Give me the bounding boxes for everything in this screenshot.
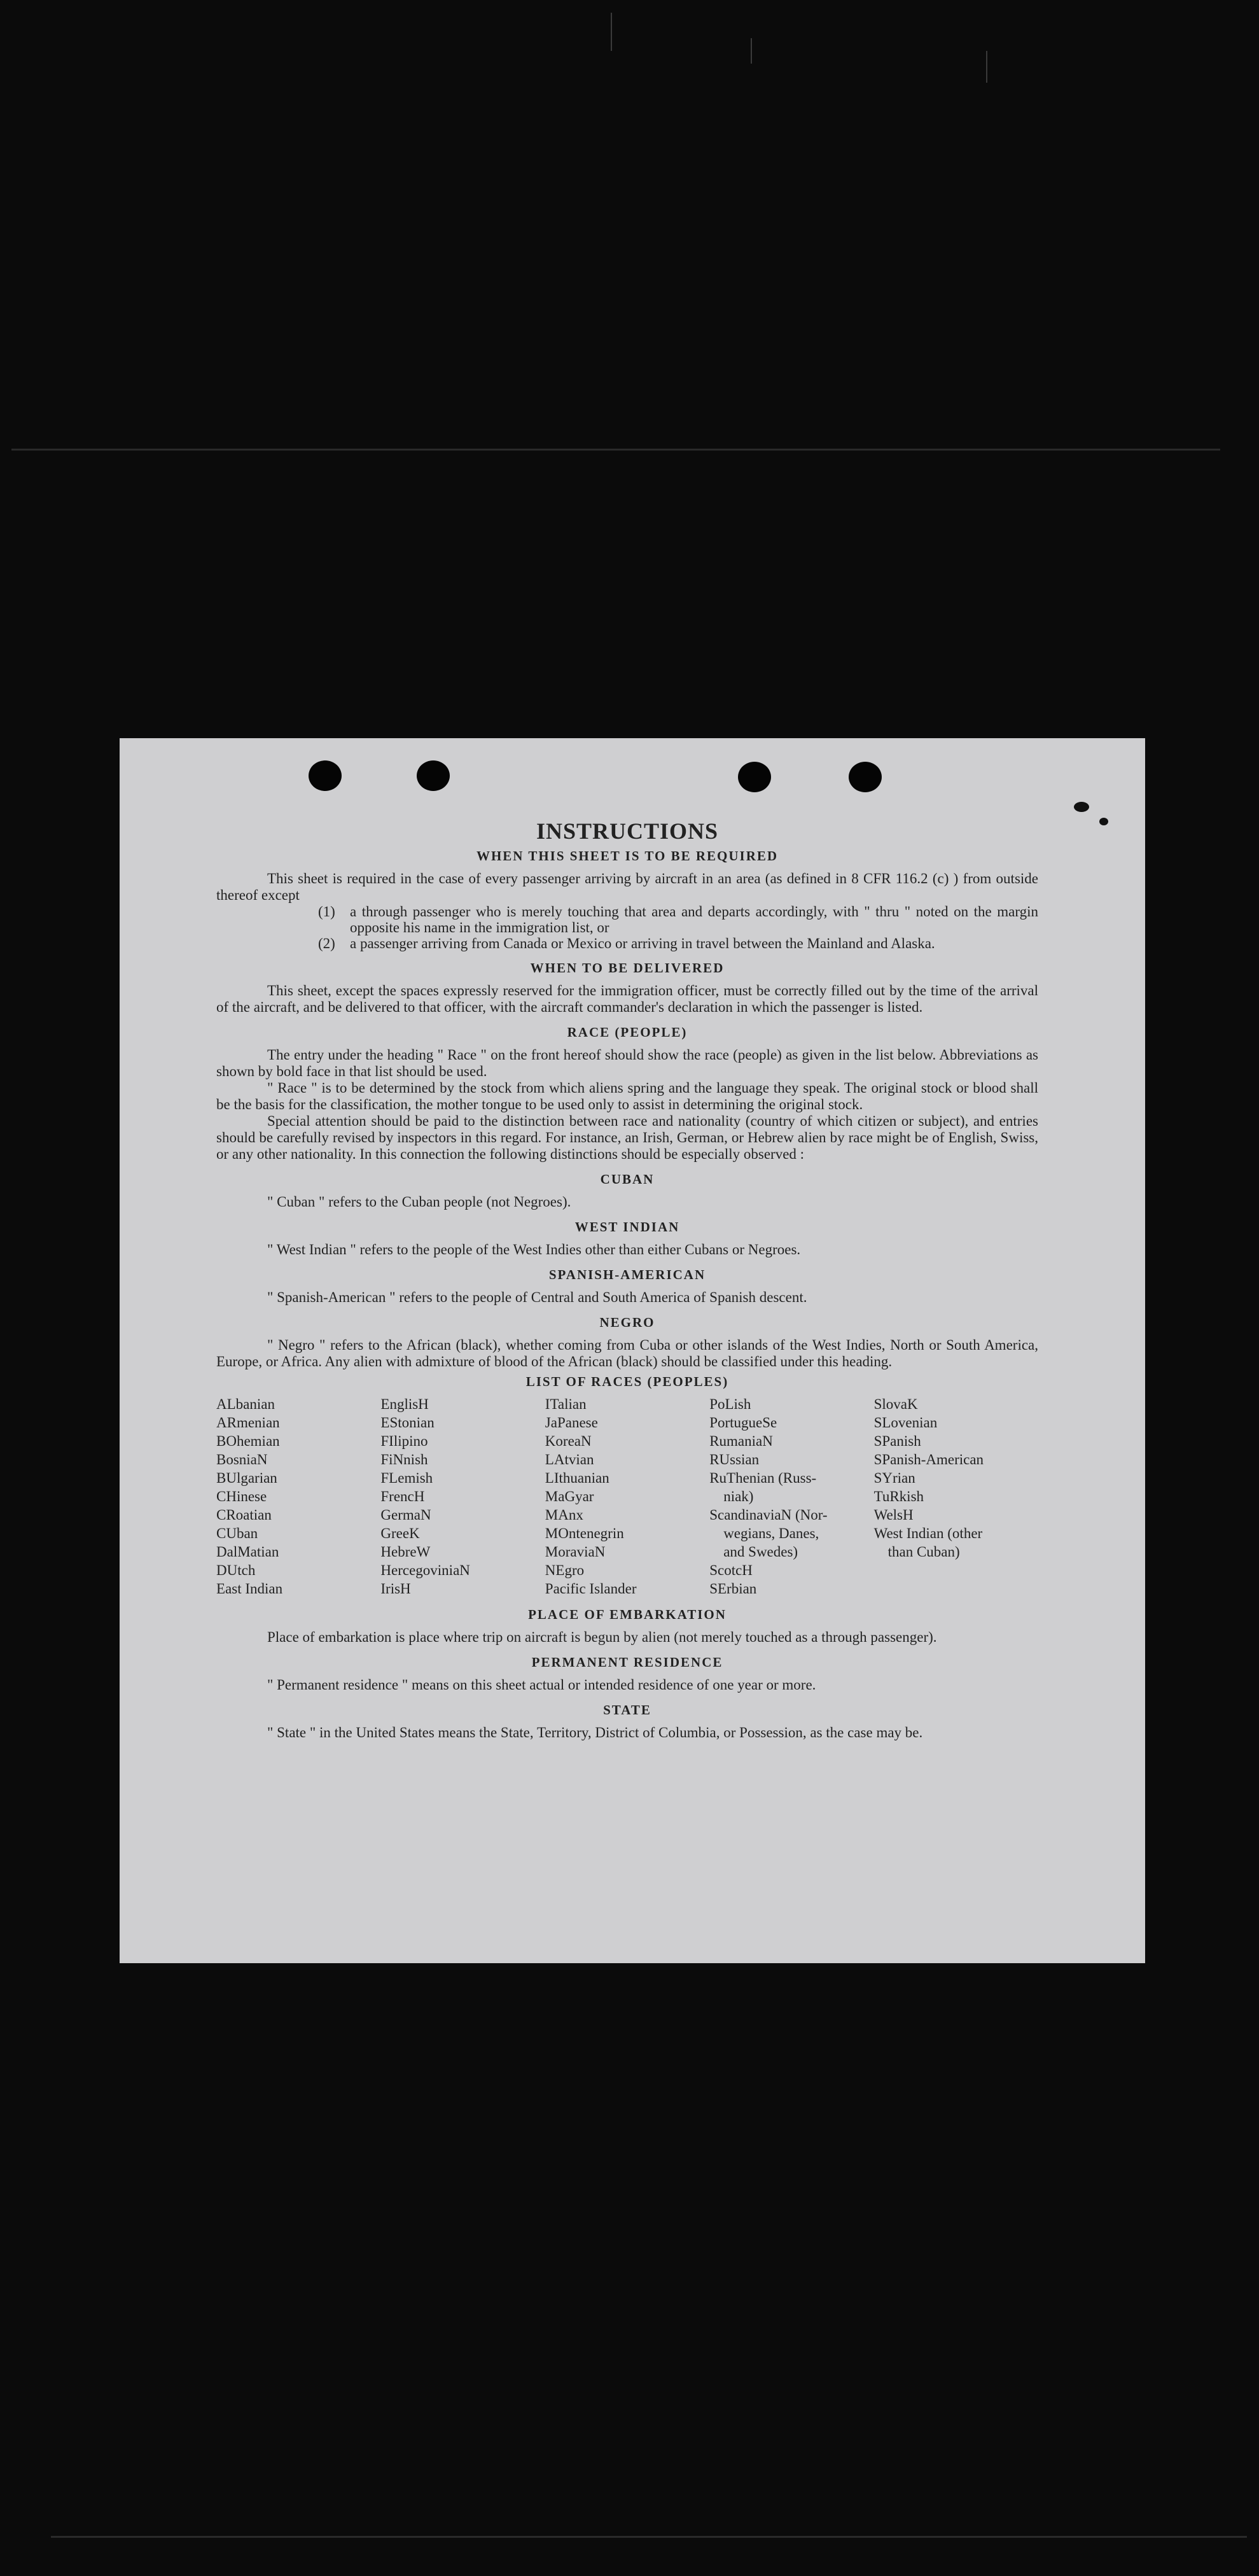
when-required-intro: This sheet is required in the case of every passenger arriving by aircraft in an area (as defined in 8 CFR 116.2 (c) ) from outside thereof except (216, 871, 1038, 903)
race-entry: BOhemian (216, 1433, 280, 1449)
race-entry: BUlgarian (216, 1470, 277, 1486)
heading-negro: NEGRO (599, 1315, 655, 1330)
instruction-sheet (120, 738, 1145, 1963)
race-entry: SPanish (873, 1433, 921, 1449)
heading-spanish-american: SPANISH-AMERICAN (548, 1267, 706, 1282)
race-entry: RUssian (709, 1452, 760, 1467)
film-scratch (611, 13, 612, 51)
race-entry: RuThenian (Russ- (709, 1470, 817, 1486)
race-entry: MaGyar (545, 1488, 594, 1504)
page-title: INSTRUCTIONS (536, 818, 719, 844)
race-entry: MAnx (545, 1507, 583, 1523)
item-text: a passenger arriving from Canada or Mexico or arriving in travel between the Mainland and Alaska. (350, 935, 935, 951)
race-entry: FIlipino (380, 1433, 428, 1449)
race-entry: FiNnish (380, 1452, 428, 1467)
heading-list-of-races: LIST OF RACES (PEOPLES) (525, 1374, 729, 1389)
exception-item (318, 935, 1038, 951)
ink-speck (1074, 802, 1089, 812)
film-edge-line (11, 449, 1220, 451)
race-entry: LIthuanian (545, 1470, 609, 1486)
ink-speck (1099, 818, 1108, 825)
race-entry: CHinese (216, 1488, 267, 1504)
races-list (216, 1395, 1038, 1598)
race-entry: CUban (216, 1525, 258, 1541)
punch-hole (309, 760, 342, 791)
state-text: " State " in the United States means the State, Territory, District of Columbia, or Possession, as the case may be. (267, 1725, 923, 1740)
race-entry: ARmenian (216, 1415, 280, 1431)
race-entry: LAtvian (545, 1452, 594, 1467)
race-entry: ITalian (545, 1396, 587, 1412)
race-entry: TuRkish (873, 1488, 924, 1504)
race-entry: KoreaN (545, 1433, 592, 1449)
race-paragraph-1: The entry under the heading " Race " on the front hereof should show the race (people) as given in the list below. Abbreviations as shown by bold face in that list should be used. (216, 1047, 1038, 1079)
heading-west-indian: WEST INDIAN (574, 1219, 680, 1235)
race-entry-continued: wegians, Danes, (723, 1525, 819, 1541)
races-column (709, 1395, 873, 1598)
item-number: (2) (318, 935, 335, 951)
race-entry: HebreW (380, 1544, 431, 1560)
race-entry: GermaN (380, 1507, 431, 1523)
film-scratch (986, 51, 987, 83)
race-entry-continued: than Cuban) (887, 1544, 960, 1560)
races-column (874, 1395, 1038, 1598)
race-entry: ScotcH (709, 1562, 753, 1578)
race-entry: GreeK (380, 1525, 420, 1541)
races-column (380, 1395, 545, 1598)
race-entry: PoLish (709, 1396, 751, 1412)
race-entry: DalMatian (216, 1544, 279, 1560)
film-scratch (751, 38, 752, 64)
race-entry: SErbian (709, 1581, 757, 1597)
heading-permanent-residence: PERMANENT RESIDENCE (531, 1655, 723, 1670)
race-entry: JaPanese (545, 1415, 598, 1431)
race-paragraph-2: " Race " is to be determined by the stock from which aliens spring and the language they speak. The original stock or blood shall be the basis for the classification, the mother tongue to be used only to assist in determining the original stock. (216, 1080, 1038, 1112)
race-entry: EnglisH (380, 1396, 429, 1412)
west-indian-text: " West Indian " refers to the people of the West Indies other than either Cubans or Negroes. (267, 1242, 801, 1257)
race-entry: FrencH (380, 1488, 425, 1504)
heading-race: RACE (PEOPLE) (567, 1025, 688, 1040)
heading-state: STATE (603, 1702, 651, 1718)
race-entry: SYrian (873, 1470, 915, 1486)
race-entry-continued: niak) (723, 1488, 754, 1504)
races-column (216, 1395, 380, 1598)
race-paragraph-3: Special attention should be paid to the distinction between race and nationality (country of which citizen or subject), and entries should be carefully revised by inspectors in this regard. For instance, an Irish, German, or Hebrew alien by race might be of English, Swiss, or any other nationality. In this connection the following distinctions should be especially observed : (216, 1113, 1038, 1162)
race-entry: MoraviaN (545, 1544, 606, 1560)
heading-embarkation: PLACE OF EMBARKATION (528, 1607, 727, 1622)
heading-when-required: WHEN THIS SHEET IS TO BE REQUIRED (476, 848, 779, 864)
race-entry: PortugueSe (709, 1415, 777, 1431)
race-entry: SlovaK (873, 1396, 918, 1412)
exception-item (318, 904, 1038, 935)
film-edge-line (51, 2536, 1247, 2538)
punch-hole (738, 762, 771, 792)
race-entry: SLovenian (873, 1415, 938, 1431)
race-entry-continued: and Swedes) (723, 1544, 798, 1560)
race-entry: FLemish (380, 1470, 433, 1486)
race-entry: ScandinaviaN (Nor- (709, 1507, 828, 1523)
spanish-american-text: " Spanish-American " refers to the people of Central and South America of Spanish descent. (267, 1289, 807, 1305)
permanent-residence-text: " Permanent residence " means on this sheet actual or intended residence of one year or more. (267, 1677, 816, 1693)
race-entry: EStonian (380, 1415, 435, 1431)
race-entry: ALbanian (216, 1396, 275, 1412)
punch-hole (417, 760, 450, 791)
embarkation-text: Place of embarkation is place where trip on aircraft is begun by alien (not merely touched as a through passenger). (267, 1629, 937, 1645)
item-number: (1) (318, 904, 335, 920)
race-entry: MOntenegrin (545, 1525, 624, 1541)
race-entry: WelsH (873, 1507, 914, 1523)
race-entry: RumaniaN (709, 1433, 773, 1449)
race-entry: SPanish-American (873, 1452, 984, 1467)
race-entry: DUtch (216, 1562, 256, 1578)
cuban-text: " Cuban " refers to the Cuban people (not Negroes). (267, 1194, 571, 1210)
race-entry: Pacific Islander (545, 1581, 637, 1597)
item-text: a through passenger who is merely touching that area and departs accordingly, with " thru " noted on the margin opposite his name in the immigration list, or (350, 904, 1038, 935)
punch-hole (849, 762, 882, 792)
negro-text: " Negro " refers to the African (black), whether coming from Cuba or other islands of the West Indies, North or South America, Europe, or Africa. Any alien with admixture of blood of the African (black) should be classified under this heading. (216, 1337, 1038, 1369)
when-delivered-text: This sheet, except the spaces expressly reserved for the immigration officer, must be correctly filled out by the time of the arrival of the aircraft, and be delivered to that officer, with the aircraft commander's declaration in which the passenger is listed. (216, 983, 1038, 1015)
race-entry: NEgro (545, 1562, 585, 1578)
race-entry: IrisH (380, 1581, 411, 1597)
race-entry: HercegoviniaN (380, 1562, 470, 1578)
races-column (545, 1395, 709, 1598)
race-entry: BosniaN (216, 1452, 268, 1467)
race-entry: East Indian (216, 1581, 283, 1597)
sheet-content (216, 818, 1038, 1741)
race-entry: CRoatian (216, 1507, 272, 1523)
heading-when-delivered: WHEN TO BE DELIVERED (530, 960, 725, 976)
race-entry: West Indian (other (873, 1525, 983, 1541)
heading-cuban: CUBAN (600, 1172, 655, 1187)
